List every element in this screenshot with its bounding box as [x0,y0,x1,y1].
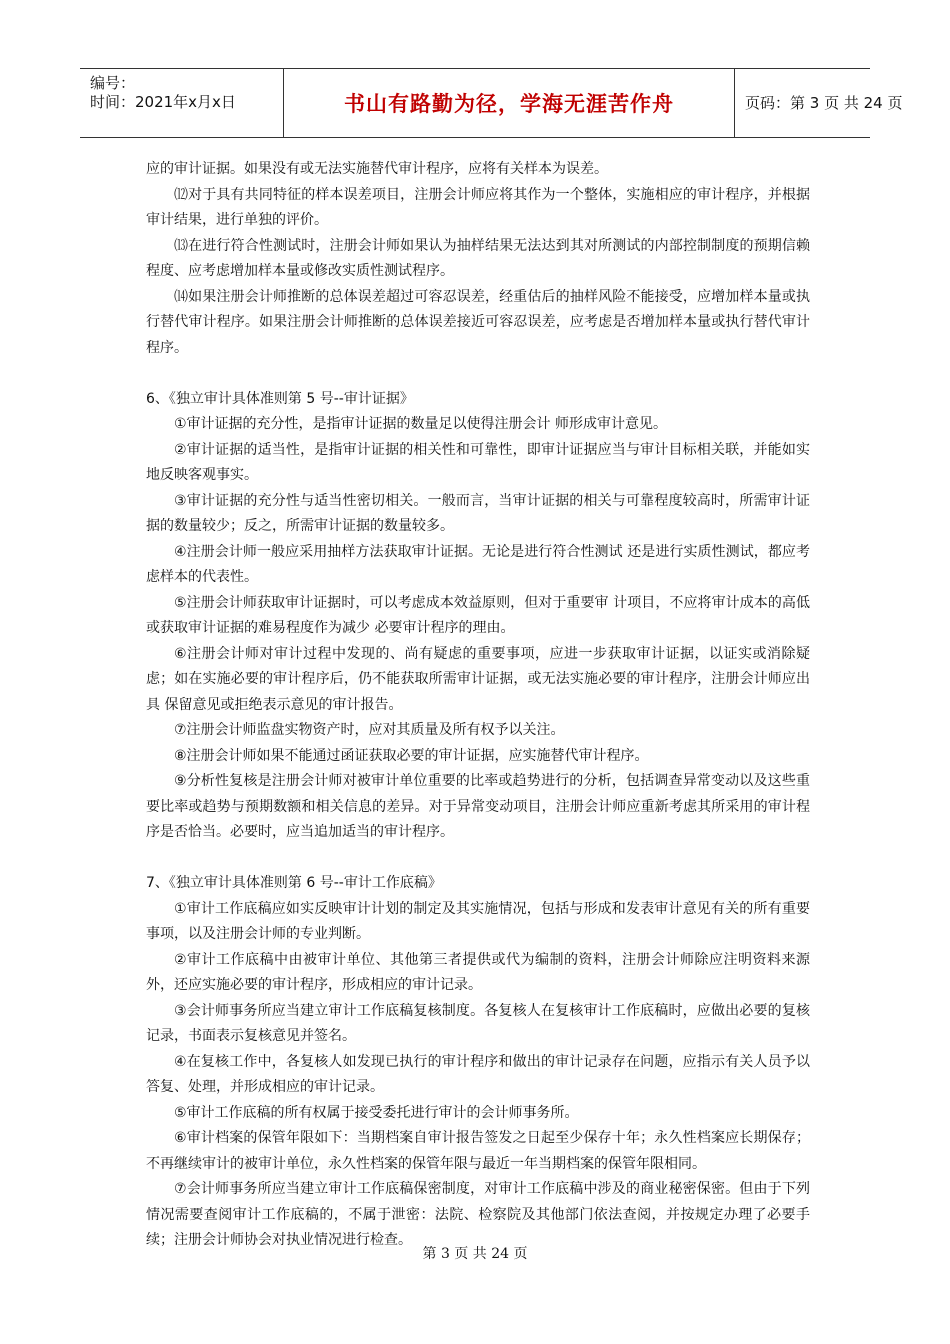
list-item: ③审计证据的充分性与适当性密切相关。一般而言，当审计证据的相关与可靠程度较高时，所需审计证据的数量较少；反之，所需审计证据的数量较多。 [146,492,810,534]
list-item: ⑥审计档案的保管年限如下：当期档案自审计报告签发之日起至少保存十年；永久性档案应长期保存；不再继续审计的被审计单位，永久性档案的保管年限与最近一年当期档案的保管年限相同。 [146,1130,810,1172]
paragraph: ⒁如果注册会计师推断的总体误差超过可容忍误差，经重估后的抽样风险不能接受，应增加样本量或执行替代审计程序。如果注册会计师推断的总体误差接近可容忍误差，应考虑是否增加样本量或执行替代审计程序。 [146,288,810,356]
page-footer: 第 3 页 共 24 页 [422,1246,528,1262]
page-header [80,68,903,138]
list-item: ②审计证据的适当性，是指审计证据的相关性和可靠性，即审计证据应当与审计目标相关联，并能如实地反映客观事实。 [146,441,810,483]
header-page-info: 页码：第 3 页 共 24 页 [745,94,903,112]
list-item: ①审计工作底稿应如实反映审计计划的制定及其实施情况，包括与形成和发表审计意见有关的所有重要事项，以及注册会计师的专业判断。 [146,900,810,942]
list-item: ⑦注册会计师监盘实物资产时，应对其质量及所有权予以关注。 [174,722,565,738]
list-item: ②审计工作底稿中由被审计单位、其他第三者提供或代为编制的资料，注册会计师除应注明资料来源外，还应实施必要的审计程序，形成相应的审计记录。 [146,951,810,993]
header-page-cell [735,69,903,137]
header-info-cell [80,69,283,137]
list-item: ①审计证据的充分性，是指审计证据的数量足以使得注册会计 师形成审计意见。 [174,416,667,432]
paragraph: ⒀在进行符合性测试时，注册会计师如果认为抽样结果无法达到其对所测试的内部控制制度的预期信赖程度、应考虑增加样本量或修改实质性测试程序。 [146,237,810,279]
section-heading: 6、《独立审计具体准则第 5 号--审计证据》 [146,390,414,407]
list-item: ⑤审计工作底稿的所有权属于接受委托进行审计的会计师事务所。 [174,1104,579,1121]
list-item: ⑤注册会计师获取审计证据时，可以考虑成本效益原则，但对于重要审 计项目，不应将审计成本的高低或获取审计证据的难易程度作为减少 必要审计程序的理由。 [146,594,810,636]
list-item: ⑦会计师事务所应当建立审计工作底稿保密制度，对审计工作底稿中涉及的商业秘密保密。但由于下列情况需要查阅审计工作底稿的，不属于泄密：法院、检察院及其他部门依法查阅，并按规定办理了必要手续；注册会计师协会对执业情况进行检查。 [146,1181,810,1248]
blank-line [146,361,810,387]
section-heading: 7、《独立审计具体准则第 6 号--审计工作底稿》 [146,875,442,891]
header-motto-cell [283,69,735,137]
paragraph: ⑿对于具有共同特征的样本误差项目，注册会计师应将其作为一个整体，实施相应的审计程序，并根据审计结果，进行单独的评价。 [146,186,810,228]
document-time-label: 时间：2021年x月x日 [90,93,236,111]
list-item: ⑧注册会计师如果不能通过函证获取必要的审计证据，应实施替代审计程序。 [174,747,649,764]
list-item: ④在复核工作中，各复核人如发现已执行的审计程序和做出的审计记录存在问题，应指示有关人员予以答复、处理，并形成相应的审计记录。 [146,1053,810,1095]
list-item: ⑨分析性复核是注册会计师对被审计单位重要的比率或趋势进行的分析，包括调查异常变动以及这些重要比率或趋势与预期数额和相关信息的差异。对于异常变动项目，注册会计师应重新考虑其所采用的审计程序是否恰当。必要时，应当追加适当的审计程序。 [146,773,810,840]
document-body [146,157,810,1254]
document-number-label: 编号： [90,74,136,92]
header-motto: 书山有路勤为径，学海无涯苦作舟 [344,92,674,116]
list-item: ④注册会计师一般应采用抽样方法获取审计证据。无论是进行符合性测试 还是进行实质性测试，都应考虑样本的代表性。 [146,543,810,585]
list-item: ③会计师事务所应当建立审计工作底稿复核制度。各复核人在复核审计工作底稿时，应做出必要的复核记录，书面表示复核意见并签名。 [146,1002,810,1044]
paragraph: 应的审计证据。如果没有或无法实施替代审计程序，应将有关样本为误差。 [146,161,608,177]
blank-line [146,846,810,872]
list-item: ⑥注册会计师对审计过程中发现的、尚有疑虑的重要事项，应进一步获取审计证据，以证实或消除疑虑；如在实施必要的审计程序后，仍不能获取所需审计证据，或无法实施必要的审计程序，注册会计师应出具 保留意见或拒绝表示意见的审计报告。 [146,645,810,713]
